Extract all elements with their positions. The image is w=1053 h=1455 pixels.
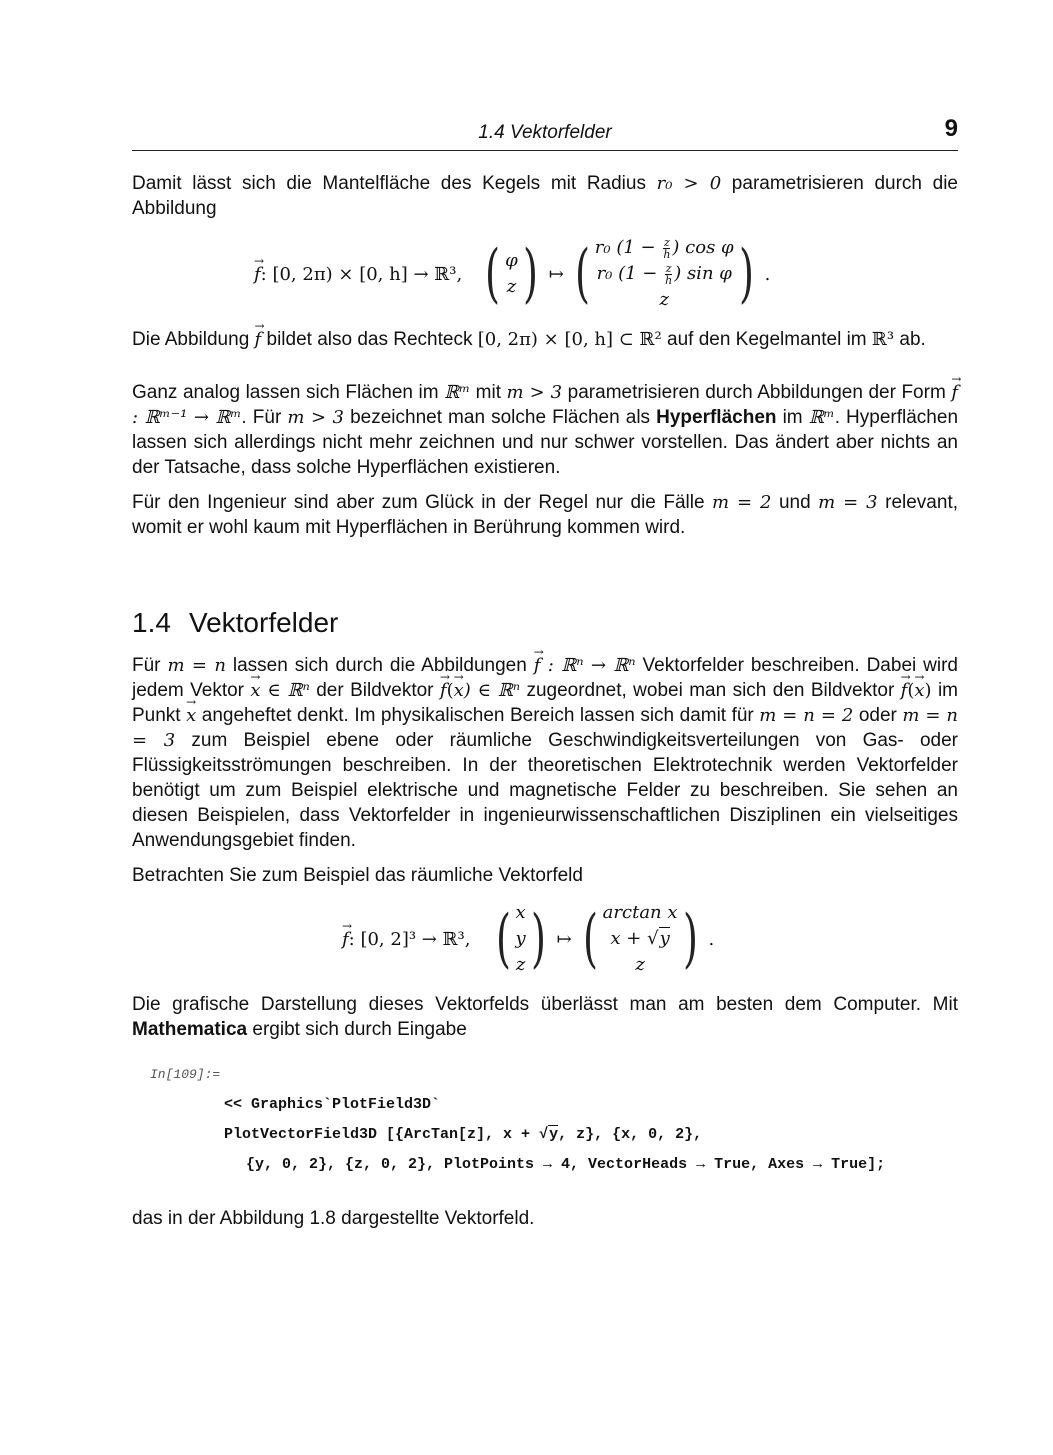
paragraph-vector-fields: Für m = n lassen sich durch die Abbildungen → f : ℝⁿ → ℝⁿ Vektorfelder beschreiben. Dabei wird jedem Vektor → x ∈ ℝⁿ der Bildvektor → f(→ x) ∈ ℝⁿ zugeordnet, wobei man sich den Bildvektor → f(→ x) im Punkt → x angeheftet denkt. Im physikalischen Bereich lassen sich damit für m = n = 2 oder m = n = 3 zum Beispiel ebene oder räumliche Geschwindigkeitsverteilungen von Gas- oder Flüssigkeitsströmungen beschreiben. In der theoretischen Elektrotechnik werden Vektorfelder benötigt um zum Beispiel elektrische und magnetische Felder zu beschreiben. Sie sehen an diesen Beispielen, dass Vektorfelder in ingenieurwissenschaftlichen Disziplinen ein vielseitiges Anwendungsgebiet finden. bbox=[132, 653, 958, 853]
code-line-2: PlotVectorField3D [{ArcTan[z], x + √y, z}, {x, 0, 2}, bbox=[224, 1126, 703, 1143]
output-row-3: z bbox=[635, 954, 645, 975]
mathematica-input-cell bbox=[132, 1060, 958, 1180]
page-number: 9 bbox=[944, 115, 958, 142]
running-title: 1.4 Vektorfelder bbox=[478, 122, 612, 143]
math-inline: ℝ³ bbox=[871, 329, 895, 350]
output-row-2: x + √y bbox=[610, 928, 670, 949]
vector-f: → f bbox=[254, 262, 261, 287]
bold-term-hyperflaechen: Hyperflächen bbox=[656, 407, 777, 428]
paragraph-figure-reference: das in der Abbildung 1.8 dargestellte Vektorfeld. bbox=[132, 1208, 535, 1229]
vector-x: → x bbox=[186, 703, 196, 728]
vector-f: → f bbox=[901, 678, 908, 703]
vector-x: → x bbox=[914, 678, 924, 703]
running-header bbox=[132, 115, 958, 151]
output-vector: ( arctan x x + √y z ) bbox=[582, 902, 698, 976]
math-map: : [0, 2π) × [0, h] → ℝ³, bbox=[260, 263, 463, 285]
input-phi: φ bbox=[505, 250, 518, 271]
equation-vector-field bbox=[132, 896, 958, 982]
punctuation: . bbox=[764, 263, 771, 285]
paragraph-example: Betrachten Sie zum Beispiel das räumliche Vektorfeld bbox=[132, 865, 583, 886]
output-row-1: arctan x bbox=[602, 902, 678, 923]
section-title: Vektorfelder bbox=[188, 607, 339, 638]
code-line-3: {y, 0, 2}, {z, 0, 2}, PlotPoints → 4, VectorHeads → True, Axes → True]; bbox=[246, 1156, 886, 1173]
paragraph-rectangle: Die Abbildung → f bildet also das Rechteck [0, 2π) × [0, h] ⊂ ℝ² auf den Kegelmantel im ℝ³ ab. bbox=[132, 327, 958, 352]
math-map: : [0, 2]³ → ℝ³, bbox=[348, 928, 471, 950]
output-row-3: z bbox=[659, 289, 669, 310]
input-label: In[109]:= bbox=[150, 1067, 221, 1082]
bold-term-mathematica: Mathematica bbox=[132, 1019, 248, 1040]
vector-f: → f bbox=[534, 653, 541, 678]
vector-x: → x bbox=[454, 678, 464, 703]
equation-cone-parametrization bbox=[132, 231, 958, 317]
maps-to: ↦ bbox=[556, 928, 572, 950]
output-row-2: r₀ (1 − $\frac{z}{h}$ ) sin φ bbox=[596, 261, 732, 287]
vector-f: → f bbox=[440, 678, 447, 703]
math-inline: [0, 2π) × [0, h] ⊂ ℝ² bbox=[477, 329, 662, 350]
punctuation: . bbox=[708, 928, 715, 950]
vector-f: → f bbox=[255, 327, 262, 352]
input-z: z bbox=[506, 276, 517, 297]
input-vector: ( x y z ) bbox=[495, 902, 546, 976]
section-number: 1.4 bbox=[132, 607, 171, 638]
maps-to: ↦ bbox=[548, 263, 564, 285]
math-inline: r₀ > 0 bbox=[656, 173, 722, 194]
text: Damit lässt sich die Mantelfläche des Kegels mit Radius bbox=[132, 173, 657, 194]
input-vector: ( φ z ) bbox=[485, 237, 538, 311]
vector-x: → x bbox=[250, 678, 260, 703]
vector-f: → f bbox=[951, 380, 958, 405]
vector-f: → f bbox=[342, 927, 349, 952]
text: parametrisieren durch die Abbildung bbox=[132, 173, 958, 219]
code-line-1: << Graphics`PlotField3D` bbox=[224, 1096, 441, 1113]
output-vector: ( r₀ (1 − $\frac{z}{h}$ ) cos φ r₀ (1 − $\frac{z}{h}$ ) sin φ z ) bbox=[574, 235, 754, 311]
paragraph-mathematica: Die grafische Darstellung dieses Vektorfelds überlässt man am besten dem Computer. Mit Mathematica ergibt sich durch Eingabe bbox=[132, 994, 958, 1040]
paragraph-hypersurfaces: Ganz analog lassen sich Flächen im ℝᵐ mit m > 3 parametrisieren durch Abbildungen der Form → f : ℝᵐ⁻¹ → ℝᵐ. Für m > 3 bezeichnet man solche Flächen als Hyperflächen im ℝᵐ. Hyperflächen lassen sich allerdings nicht mehr zeichnen und nur schwer vorstellen. Das ändert aber nichts an der Tatsache, dass solche Hyperflächen existieren. bbox=[132, 380, 958, 480]
paragraph-cone-intro bbox=[132, 171, 958, 221]
page-content bbox=[132, 115, 959, 1231]
output-row-1: r₀ (1 − $\frac{z}{h}$ ) cos φ bbox=[594, 235, 734, 261]
section-heading bbox=[132, 607, 958, 638]
paragraph-engineer: Für den Ingenieur sind aber zum Glück in der Regel nur die Fälle m = 2 und m = 3 relevant, womit er wohl kaum mit Hyperflächen in Berührung kommen wird. bbox=[132, 492, 959, 538]
